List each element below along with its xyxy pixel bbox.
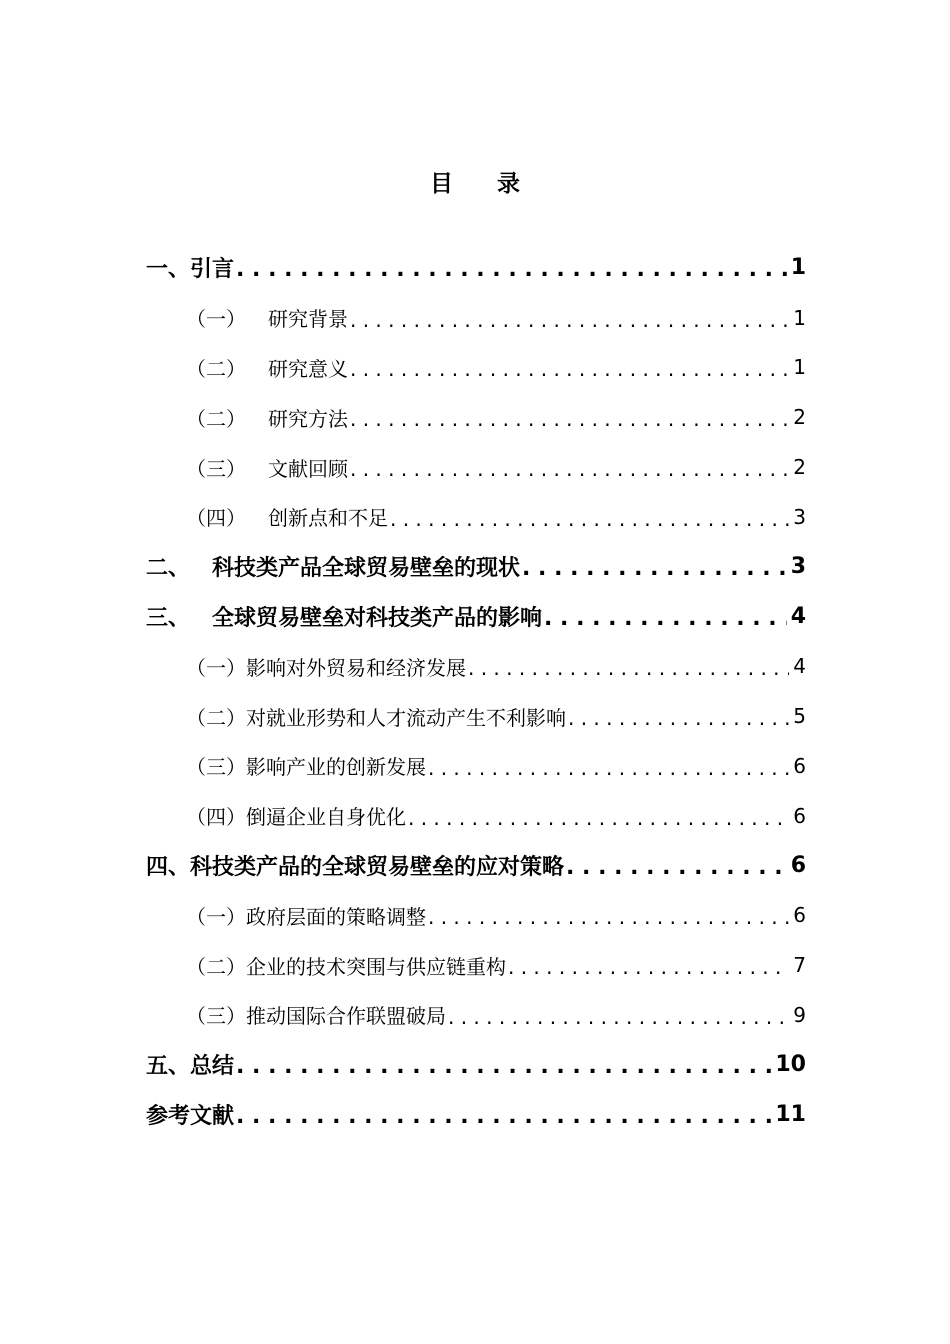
toc-entry-title: 研究意义 [268, 356, 348, 381]
toc-entry-title: 创新点和不足 [268, 506, 388, 531]
toc-entry-page: 6 [793, 903, 806, 928]
toc-entry-number: （一） [186, 655, 246, 680]
toc-entry-page: 3 [790, 554, 806, 580]
toc-leader-dots [390, 507, 789, 531]
toc-entry[interactable] [146, 791, 806, 841]
toc-entry[interactable] [146, 1090, 806, 1140]
toc-entry-page: 6 [793, 803, 806, 828]
title-char-1: 目 [430, 171, 453, 197]
toc-entry-number: （三） [186, 1004, 246, 1029]
toc-entry-page: 7 [793, 953, 806, 978]
toc-entry-page: 6 [793, 753, 806, 778]
toc-entry[interactable] [146, 392, 806, 442]
toc-entry-number: 四、 [146, 854, 191, 880]
toc-entry-title: 研究背景 [268, 307, 348, 332]
toc-leader-dots [428, 756, 789, 780]
toc-entry-number: （二） [186, 954, 246, 979]
toc-leader-dots [568, 706, 789, 730]
toc-entry-title: 文献回顾 [268, 456, 348, 481]
toc-leader-dots [566, 855, 787, 880]
toc-entry-page: 1 [790, 255, 806, 281]
toc-entry-title: 影响产业的创新发展 [246, 755, 426, 780]
toc-entry-title: 引言 [190, 257, 235, 283]
toc-entry-page: 9 [793, 1002, 806, 1027]
toc-entry[interactable] [146, 592, 806, 642]
title-char-2: 录 [497, 171, 520, 197]
toc-entry[interactable] [146, 1040, 806, 1090]
toc-entry-number: 二、 [146, 556, 191, 582]
toc-entry-title: 影响对外贸易和经济发展 [246, 655, 466, 680]
toc-entry-page: 4 [790, 603, 806, 629]
toc-entry[interactable] [146, 542, 806, 592]
toc-entry-page: 6 [790, 852, 806, 878]
toc-entry-title: 推动国际合作联盟破局 [246, 1004, 446, 1029]
toc-entry-number: （四） [186, 506, 246, 531]
toc-entry-number: 一、 [146, 257, 191, 283]
toc-leader-dots [408, 806, 789, 830]
toc-entry[interactable] [146, 741, 806, 791]
toc-leader-dots [448, 1005, 789, 1029]
toc-entry-page: 11 [775, 1101, 806, 1127]
toc-leader-dots [544, 606, 787, 631]
toc-entry[interactable] [146, 343, 806, 393]
toc-entry-number: （三） [186, 755, 246, 780]
toc-entry-page: 1 [793, 355, 806, 380]
toc-leader-dots [236, 1054, 771, 1079]
toc-entry[interactable] [146, 442, 806, 492]
toc-entry-title: 研究方法 [268, 406, 348, 431]
toc-entry[interactable] [146, 990, 806, 1040]
toc-leader-dots [350, 357, 789, 381]
toc-entry-number: 五、 [146, 1054, 191, 1080]
toc-entry-number: 三、 [146, 605, 191, 631]
toc-entry[interactable] [146, 293, 806, 343]
toc-entry[interactable] [146, 691, 806, 741]
toc-entry-page: 3 [793, 504, 806, 529]
toc-entry[interactable] [146, 940, 806, 990]
toc-leader-dots [236, 257, 787, 282]
toc-entry-title: 倒逼企业自身优化 [246, 805, 406, 830]
toc-entry-page: 10 [775, 1052, 806, 1078]
toc-entry[interactable] [146, 890, 806, 940]
toc-entry-number: （一） [186, 904, 246, 929]
toc-leader-dots [468, 656, 789, 680]
toc-entry-number: （三） [186, 456, 246, 481]
toc-entry[interactable] [146, 492, 806, 542]
toc-entry-title: 政府层面的策略调整 [246, 904, 426, 929]
toc-leader-dots [236, 1104, 771, 1129]
page-title [0, 166, 950, 202]
toc-entry-title: 科技类产品全球贸易壁垒的现状 [212, 556, 521, 582]
toc-entry-page: 2 [793, 405, 806, 430]
toc-entry-number: （二） [186, 705, 246, 730]
table-of-contents [146, 243, 806, 1139]
toc-entry-page: 5 [793, 704, 806, 729]
toc-entry-number: （二） [186, 356, 246, 381]
toc-entry-number: （二） [186, 406, 246, 431]
toc-leader-dots [350, 407, 789, 431]
toc-leader-dots [508, 955, 789, 979]
toc-entry[interactable] [146, 243, 806, 293]
toc-entry-title: 企业的技术突围与供应链重构 [246, 954, 506, 979]
toc-entry-title: 对就业形势和人才流动产生不利影响 [246, 705, 566, 730]
toc-entry-number: （四） [186, 805, 246, 830]
toc-entry-page: 2 [793, 455, 806, 480]
toc-entry[interactable] [146, 841, 806, 891]
toc-entry-page: 1 [793, 305, 806, 330]
toc-entry-title: 全球贸易壁垒对科技类产品的影响 [212, 605, 543, 631]
toc-entry-title: 科技类产品的全球贸易壁垒的应对策略 [190, 854, 565, 880]
toc-entry[interactable] [146, 641, 806, 691]
toc-leader-dots [522, 556, 787, 581]
toc-entry-page: 4 [793, 654, 806, 679]
toc-leader-dots [350, 457, 789, 481]
toc-leader-dots [350, 308, 789, 332]
toc-entry-title: 参考文献 [146, 1103, 235, 1129]
toc-leader-dots [428, 905, 789, 929]
toc-entry-title: 总结 [190, 1054, 235, 1080]
toc-entry-number: （一） [186, 307, 246, 332]
